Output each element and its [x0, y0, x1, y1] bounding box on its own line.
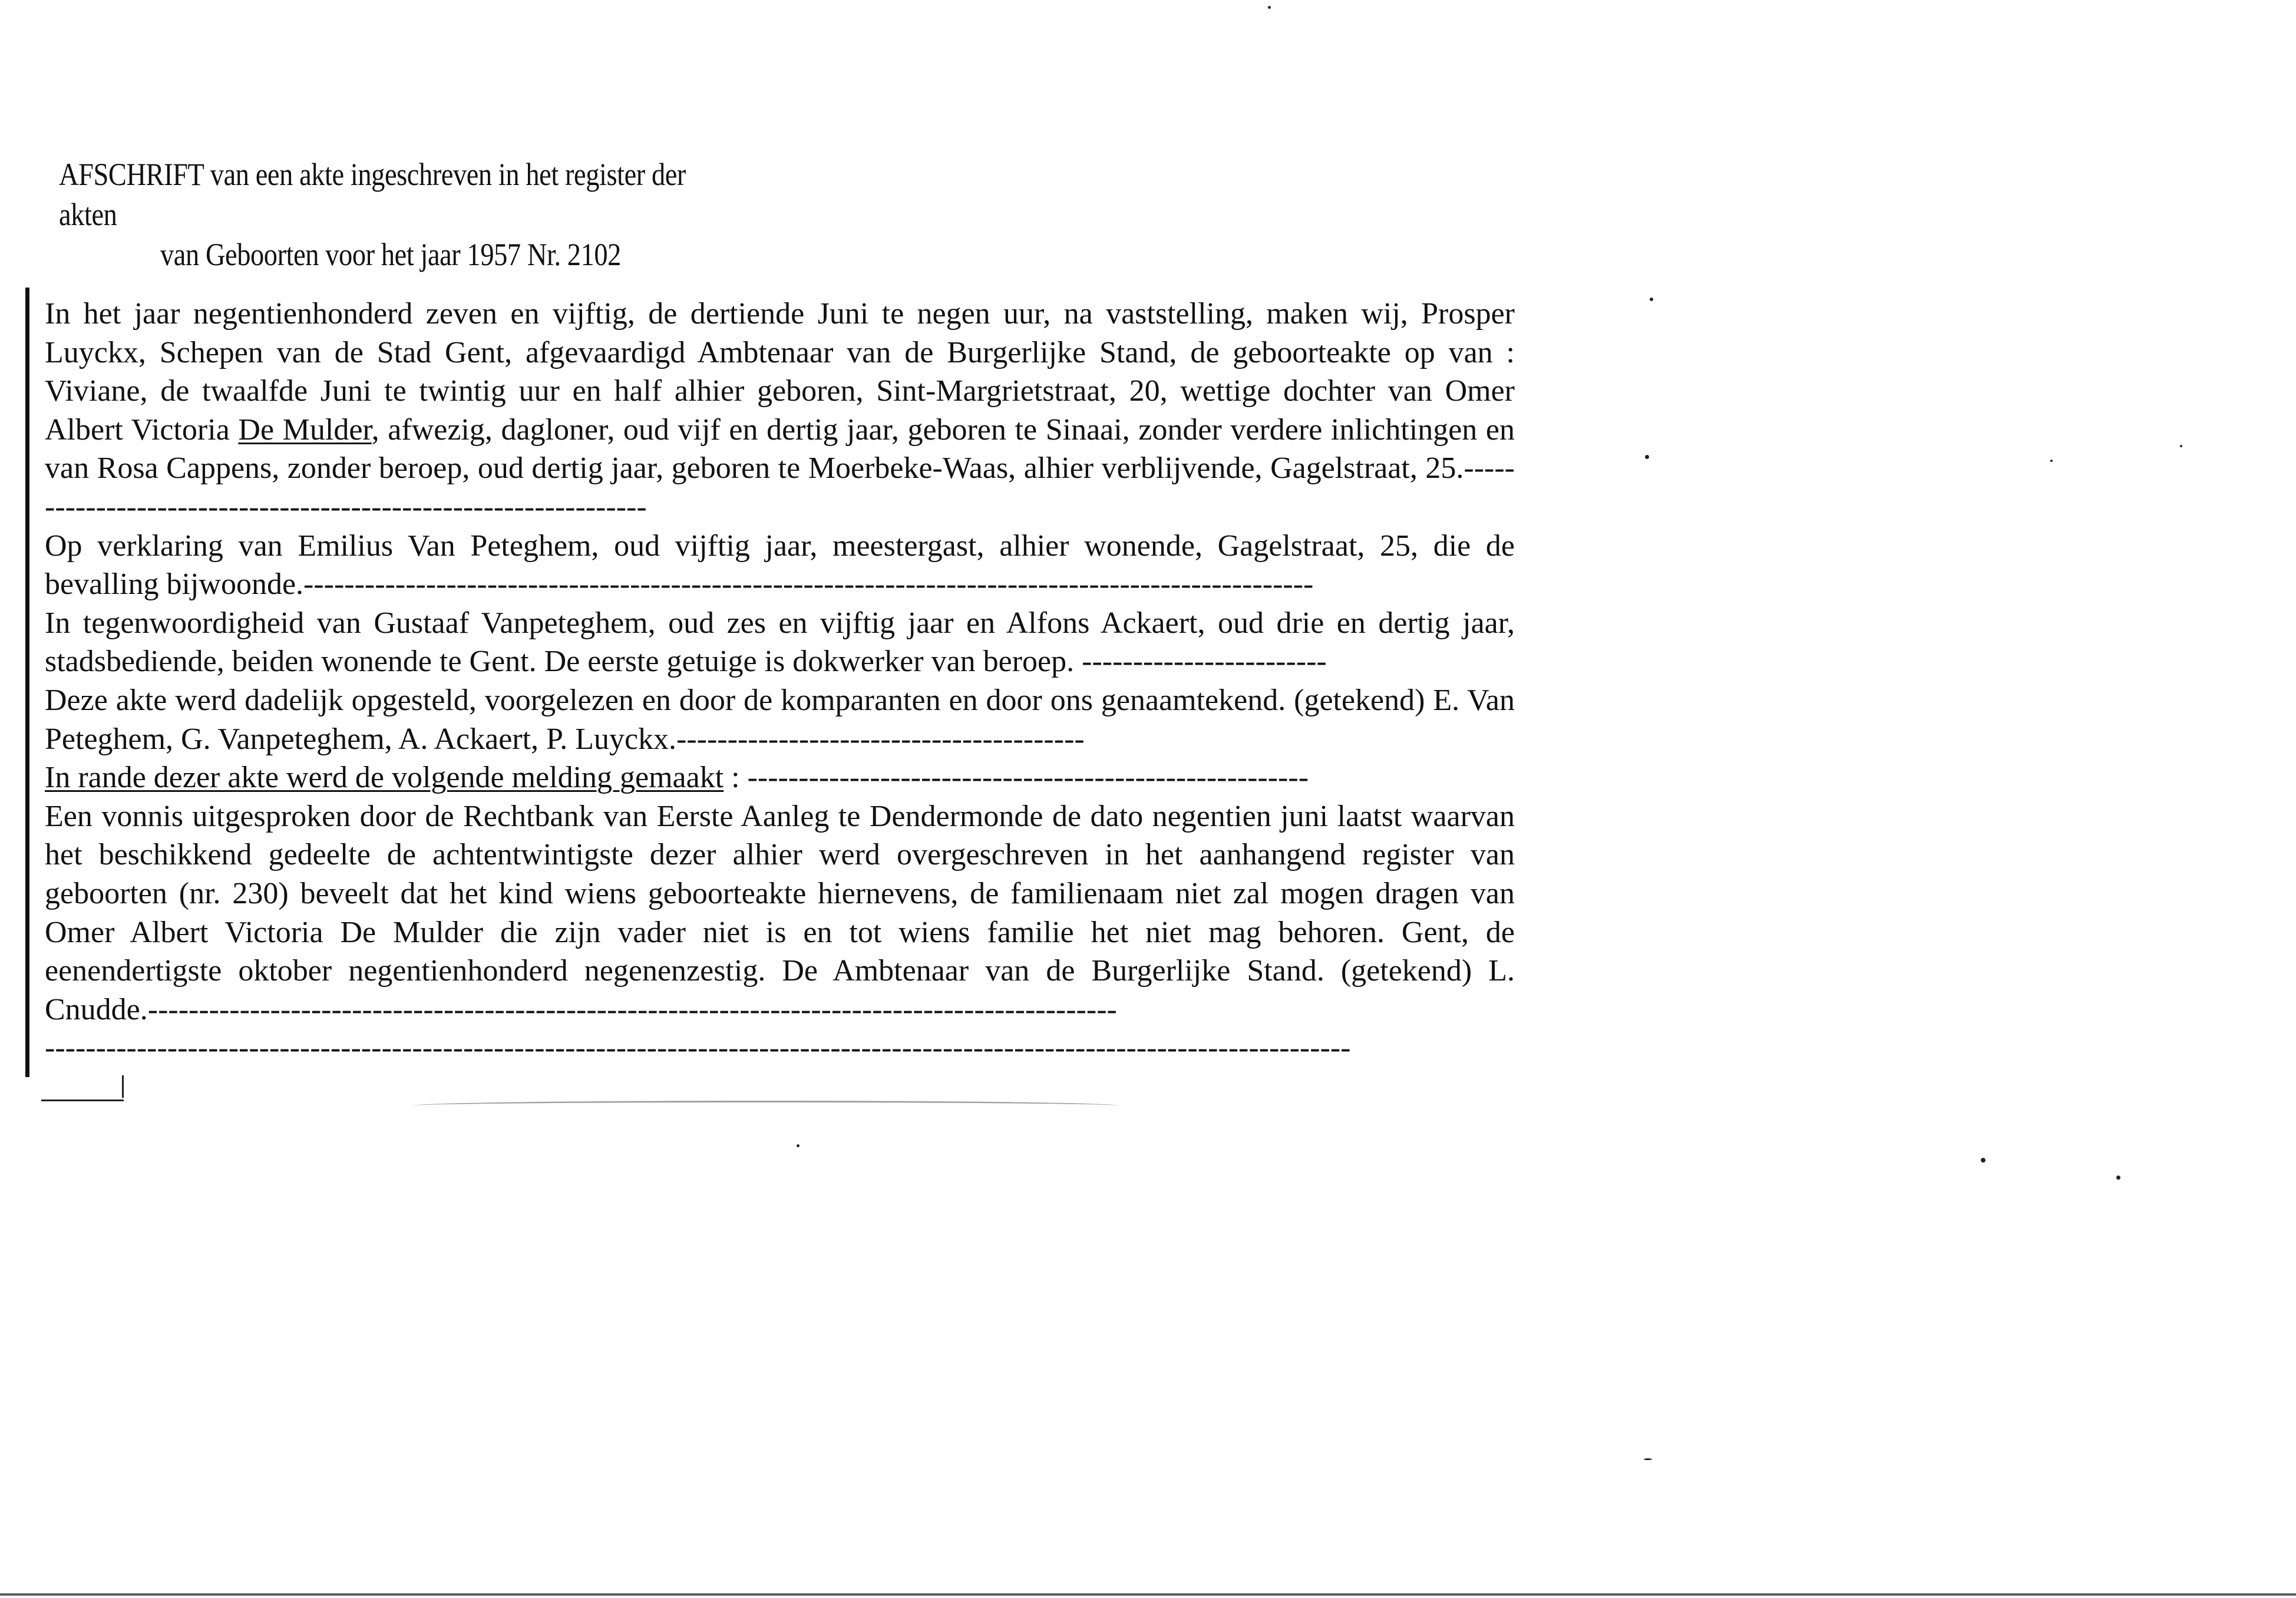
father-name-underlined: De Mulder [238, 412, 372, 447]
paragraph-signatures: Deze akte werd dadelijk opgesteld, voorgelezen en door de komparanten en door ons genaamtekend. (getekend) E. Van Peteghem, G. Vanpeteghem, A. Ackaert, P. Luyckx.---------------------------------------- [45, 683, 1522, 756]
corner-mark-tick [122, 1075, 124, 1098]
closing-dash-line: -------------------------------------------------------------------------------------------------------------------------------- [45, 1031, 1351, 1065]
header-line-2: van Geboorten voor het jaar 1957 Nr. 2102 [160, 237, 621, 272]
scan-speck [1650, 298, 1653, 301]
corner-mark [41, 1095, 124, 1101]
margin-note-heading-rest: : ------------------------------------------------------- [724, 761, 1309, 795]
document-header [59, 154, 728, 275]
paragraph-court-judgment: Een vonnis uitgesproken door de Rechtbank van Eerste Aanleg te Dendermonde de dato negentien juni laatst waarvan het beschikkend gedeelte de achtentwintigste dezer alhier werd overgeschreven in het aanhangend register van geboorten (nr. 230) beveelt dat het kind wiens geboorteakte hiernevens, de familienaam niet zal mogen dragen van Omer Albert Victoria De Mulder die zijn vader niet is en tot wiens familie het niet mag behoren. Gent, de eenendertigste oktober negentienhonderd negenenzestig. De Ambtenaar van de Burgerlijke Stand. (getekend) L. Cnudde.----------------------------------------------------------------------------------------------- [45, 799, 1522, 1026]
margin-bar [25, 288, 29, 1077]
paragraph-1-part-a: In het jaar negentienhonderd zeven en vijftig, de dertiende Juni te negen uur, na vaststelling, maken wij, Prosper Luyckx, Schepen van de Stad Gent, afgevaardigd Ambtenaar van de Burgerlijke Stand, de geboorteakte op van : Viviane, de twaalfde Juni te twintig uur en half alhier geboren, Sint-Margrietstraat, 20, wettige dochter van Omer Albert Victoria [45, 297, 1522, 447]
scan-speck [1644, 1458, 1652, 1460]
scan-speck [1981, 1158, 1986, 1163]
scan-speck [1645, 455, 1649, 459]
paragraph-witnesses: In tegenwoordigheid van Gustaaf Vanpeteghem, oud zes en vijftig jaar en Alfons Ackaert, oud drie en dertig jaar, stadsbediende, beiden wonende te Gent. De eerste getuige is dokwerker van beroep. ------------------------ [45, 606, 1522, 679]
scan-speck [2180, 445, 2182, 447]
scan-speck [2116, 1176, 2120, 1180]
deed-text [45, 295, 1522, 1068]
page-bottom-edge [0, 1593, 2296, 1596]
paragraph-birth-registration [45, 295, 1522, 527]
paragraph-declaration: Op verklaring van Emilius Van Peteghem, oud vijftig jaar, meestergast, alhier wonende, Gagelstraat, 25, die de bevalling bijwoonde.--------------------------------------------------------------------------------------------------- [45, 529, 1522, 602]
scan-speck [2050, 460, 2053, 462]
scan-artifact-line [412, 1101, 1119, 1111]
margin-note-heading: In rande dezer akte werd de volgende melding gemaakt [45, 761, 724, 795]
paragraph-1-part-b: , afwezig, dagloner, oud vijf en dertig jaar, geboren te Sinaai, zonder verdere inlichtingen en van Rosa Cappens, zonder beroep, oud dertig jaar, geboren te Moerbeke-Waas, alhier verblijvende, Gagelstraat, 25.---------------------------------------------------------------- [45, 412, 1522, 524]
scan-speck [1268, 6, 1271, 9]
header-line-1: AFSCHRIFT van een akte ingeschreven in het register der akten [59, 157, 686, 232]
paragraph-margin-note-heading [45, 758, 1515, 797]
scan-speck [797, 1144, 800, 1147]
